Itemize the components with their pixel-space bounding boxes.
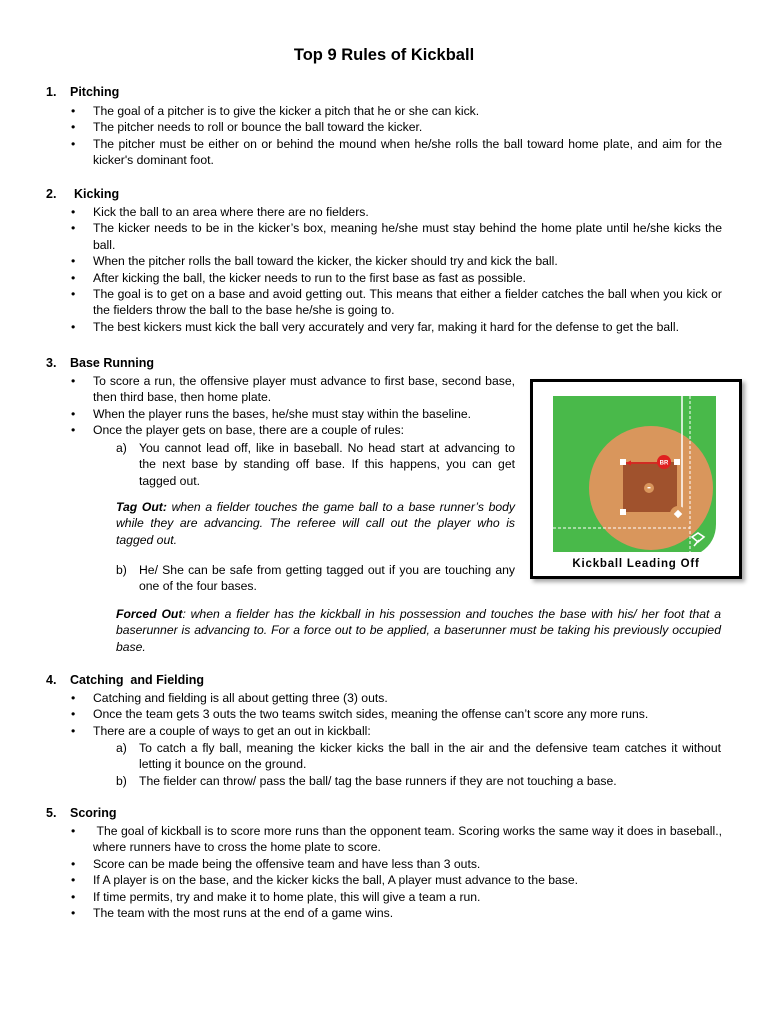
list-item: • The goal of a pitcher is to give the kicker a pitch that he or she can kick. [70,103,722,119]
section-title: Kicking [74,187,120,201]
list-item: • Score can be made being the offensive team and have less than 3 outs. [70,856,722,872]
sub-item-label: a) [116,741,127,755]
section-number: 1. [46,85,57,99]
list-item: • When the pitcher rolls the ball toward the kicker, the kicker should try and kick the ball. [70,253,722,269]
figure-caption: Kickball Leading Off [572,558,700,570]
base-running-rule-b [116,562,515,595]
section-number: 5. [46,806,57,820]
sub-item-text: You cannot lead off, like in baseball. No head start at advancing to the next base by standing off base. If this happens, you can get tagged out. [139,441,515,488]
list-item: • The team with the most runs at the end of a game wins. [70,905,722,921]
section-number: 2. [46,187,57,201]
kickball-leading-off-figure [530,379,742,579]
tag-out-definition [116,499,515,548]
sub-item-label: b) [116,563,127,577]
section-title: Pitching [70,85,120,99]
base-running-bullet-list [70,373,515,439]
section-title: Scoring [70,806,117,820]
pitching-bullet-list [70,103,722,169]
section-number: 4. [46,673,57,687]
marker-label: BR [659,460,669,467]
list-item: • The best kickers must kick the ball very accurately and very far, making it hard for the defense to get the ball. [70,319,722,335]
second-base [674,459,680,465]
kicking-bullet-list [70,204,722,335]
list-item: • If A player is on the base, and the kicker kicks the ball, A player must advance to the base. [70,872,722,888]
catching-way-a [116,740,721,773]
list-item: • The goal is to get on a base and avoid getting out. This means that either a fielder catches the ball when you kick or the fielders throw the ball to the base he/she is going to. [70,286,722,319]
sub-item-text: To catch a fly ball, meaning the kicker kicks the ball in the air and the defensive team catches it without letting it bounce on the ground. [139,741,721,772]
catching-way-b [116,773,721,789]
forced-out-definition [116,606,721,655]
list-item: • Once the player gets on base, there are a couple of rules: [70,422,515,438]
list-item: • Kick the ball to an area where there are no fielders. [70,204,722,220]
section-title: Catching and Fielding [70,673,205,687]
sub-item-text: The fielder can throw/ pass the ball/ tag the base runners if they are not touching a base. [139,774,617,788]
catching-fielding-bullet-list [70,690,722,739]
list-item: • To score a run, the offensive player must advance to first base, second base, then third base, then home plate. [70,373,515,406]
section-heading-pitching [46,85,119,99]
sub-item-label: b) [116,774,127,788]
list-item: • If time permits, try and make it to home plate, this will give a team a run. [70,889,722,905]
list-item: • There are a couple of ways to get an out in kickball: [70,723,722,739]
section-heading-scoring [46,806,117,820]
list-item: • When the player runs the bases, he/she must stay within the baseline. [70,406,515,422]
list-item: • Catching and fielding is all about getting three (3) outs. [70,690,722,706]
section-heading-base-running [46,356,154,370]
list-item: • The pitcher needs to roll or bounce the ball toward the kicker. [70,119,722,135]
definition-text: : when a fielder has the kickball in his possession and touches the base with his/ her foot that a baserunner is advancing to. For a force out to be applied, a baserunner must be taking his previously occupied base. [116,607,721,654]
first-base [620,509,626,515]
page-title: Top 9 Rules of Kickball [293,46,475,64]
section-title: Base Running [70,356,155,370]
baseball-diamond-illustration [553,396,716,552]
definition-text: when a fielder touches the game ball to a base runner’s body while they are advancing. The referee will call out the player who is tagged out. [116,500,515,547]
section-heading-kicking [46,187,119,201]
definition-term: Tag Out: [116,500,167,514]
list-item: • Once the team gets 3 outs the two teams switch sides, meaning the offense can’t score any more runs. [70,706,722,722]
third-base [620,459,626,465]
definition-term: Forced Out [116,607,183,621]
base-running-rule-a [116,440,515,489]
pitching-rubber [648,487,651,488]
list-item: • The goal of kickball is to score more runs than the opponent team. Scoring works the same way it does in baseball., where runners have to cross the home plate to score. [70,823,722,856]
list-item: • After kicking the ball, the kicker needs to run to the first base as fast as possible. [70,270,722,286]
section-number: 3. [46,356,57,370]
sub-item-label: a) [116,441,127,455]
section-heading-catching-fielding [46,673,204,687]
list-item: • The kicker needs to be in the kicker’s box, meaning he/she must stay behind the home plate until he/she kicks the ball. [70,220,722,253]
list-item: • The pitcher must be either on or behind the mound when he/she rolls the ball toward home plate, and aim for the kicker's dominant foot. [70,136,722,169]
sub-item-text: He/ She can be safe from getting tagged out if you are touching any one of the four bases. [139,563,515,594]
scoring-bullet-list [70,823,726,921]
